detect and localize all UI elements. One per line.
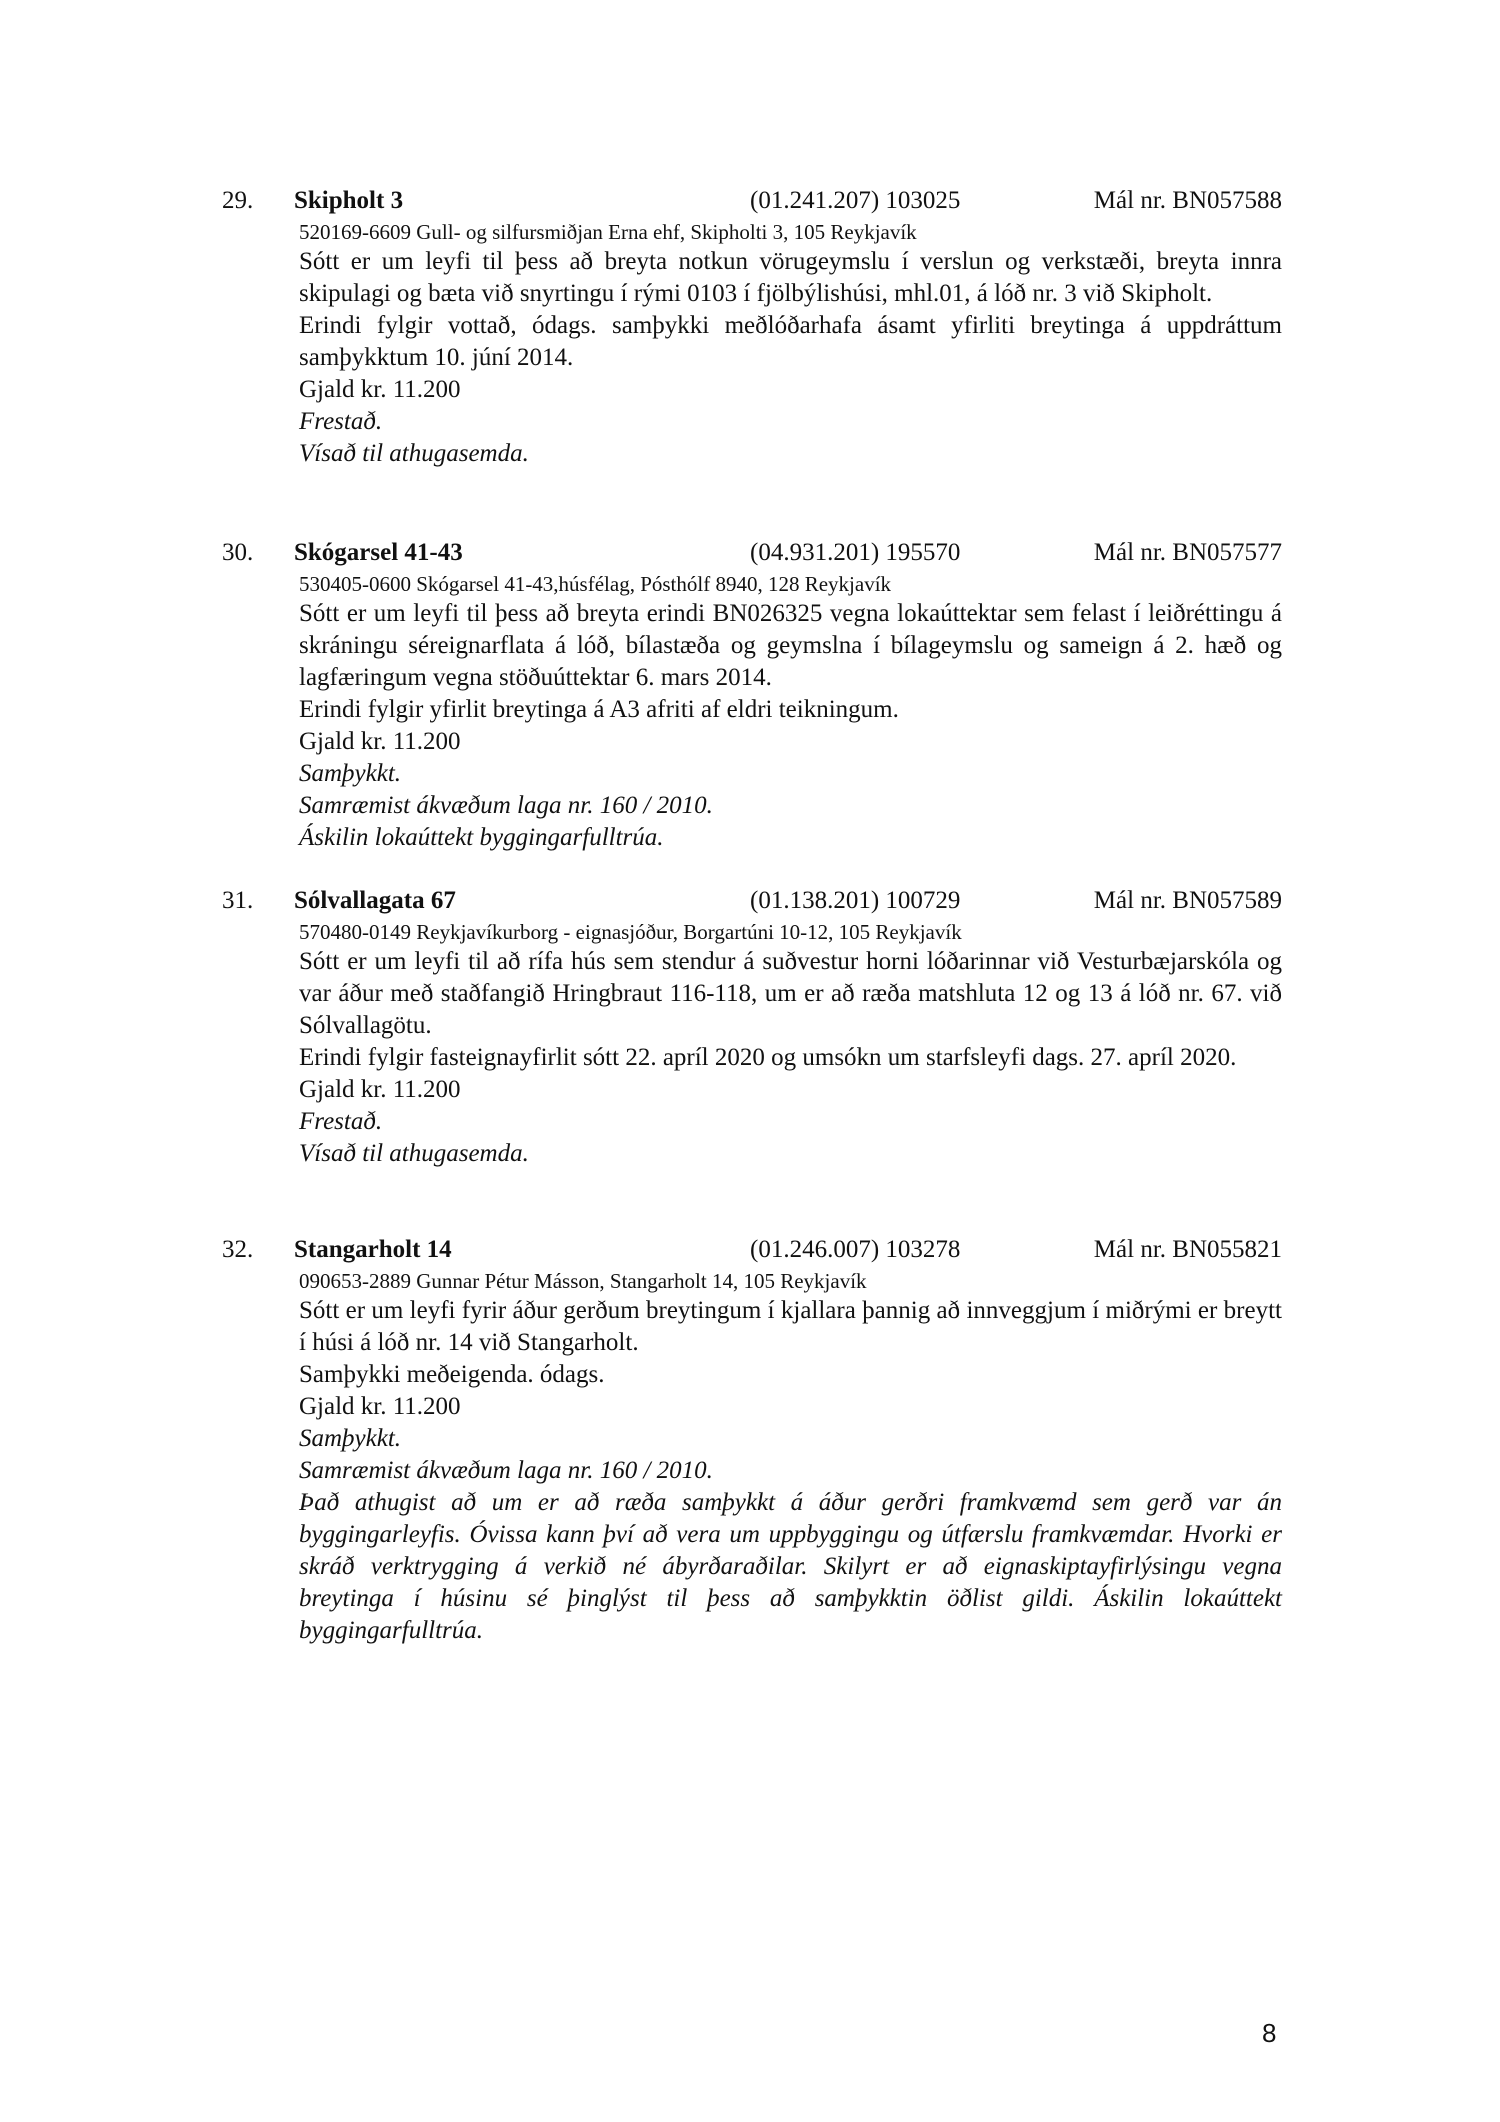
entry-applicant: 520169-6609 Gull- og silfursmiðjan Erna ehf, Skipholti 3, 105 Reykjavík	[299, 220, 917, 244]
entry-body	[299, 918, 1282, 1170]
entry-decision: Vísað til athugasemda.	[299, 1140, 529, 1167]
entry-fee: Gjald kr. 11.200	[299, 1076, 461, 1103]
entry-attachments: Erindi fylgir vottað, ódags. samþykki meðlóðarhafa ásamt yfirliti breytinga á uppdráttum samþykktum 10. júní 2014.	[299, 312, 1282, 371]
entry-body	[299, 218, 1282, 470]
entry-number: 30.	[222, 539, 254, 566]
entry-body	[299, 1267, 1282, 1647]
entry-applicant: 570480-0149 Reykjavíkurborg - eignasjóður, Borgartúni 10-12, 105 Reykjavík	[299, 920, 962, 944]
entry-fee: Gjald kr. 11.200	[299, 728, 461, 755]
case-entry	[222, 884, 1282, 1170]
entry-header	[222, 184, 1282, 218]
entry-reference: (04.931.201) 195570	[750, 539, 961, 566]
entry-case-number: Mál nr. BN057577	[1093, 539, 1282, 566]
entry-description: Sótt er um leyfi til að rífa hús sem stendur á suðvestur horni lóðarinnar við Vesturbæjarskóla og var áður með staðfangið Hringbraut 116-118, um er að ræða matshluta 12 og 13 á lóð nr. 67. við Sólvallagötu.	[299, 948, 1282, 1039]
entry-number: 32.	[222, 1236, 254, 1263]
entry-attachments: Erindi fylgir yfirlit breytinga á A3 afriti af eldri teikningum.	[299, 696, 899, 723]
entry-note: Það athugist að um er að ræða samþykkt á áður gerðri framkvæmd sem gerð var án byggingarleyfis. Óvissa kann því að vera um uppbyggingu og útfærslu framkvæmdar. Hvorki er skráð verktrygging á verkið né ábyrðaraðilar. Skilyrt er að eignaskiptayfirlýsingu vegna breytinga í húsinu sé þinglýst til þess að samþykktin öðlist gildi. Áskilin lokaúttekt byggingarfulltrúa.	[299, 1489, 1282, 1644]
case-entry	[222, 184, 1282, 470]
entry-fee: Gjald kr. 11.200	[299, 1393, 461, 1420]
entry-header	[222, 884, 1282, 918]
entry-address: Sólvallagata 67	[294, 887, 456, 914]
entry-number: 29.	[222, 187, 254, 214]
entry-decision: Frestað.	[299, 1108, 383, 1135]
entry-attachments: Samþykki meðeigenda. ódags.	[299, 1361, 605, 1388]
entry-case-number: Mál nr. BN057589	[1093, 887, 1282, 914]
entry-reference: (01.241.207) 103025	[750, 187, 961, 214]
entry-decision: Frestað.	[299, 408, 383, 435]
entry-header	[222, 536, 1282, 570]
entry-address: Skipholt 3	[294, 187, 404, 214]
entry-applicant: 530405-0600 Skógarsel 41-43,húsfélag, Pósthólf 8940, 128 Reykjavík	[299, 572, 892, 596]
entry-header	[222, 1233, 1282, 1267]
entry-description: Sótt er um leyfi til þess að breyta erindi BN026325 vegna lokaúttektar sem felast í leiðréttingu á skráningu séreignarflata á lóð, bílastæða og geymslna í bílageymslu og sameign á 2. hæð og lagfæringum vegna stöðuúttektar 6. mars 2014.	[299, 600, 1282, 691]
entry-body	[299, 570, 1282, 854]
entry-decision: Áskilin lokaúttekt byggingarfulltrúa.	[299, 824, 664, 851]
entry-description: Sótt er um leyfi til þess að breyta notkun vörugeymslu í verslun og verkstæði, breyta innra skipulagi og bæta við snyrtingu í rými 0103 í fjölbýlishúsi, mhl.01, á lóð nr. 3 við Skipholt.	[299, 248, 1282, 307]
entry-decision: Samþykkt.	[299, 1425, 402, 1452]
entry-applicant: 090653-2889 Gunnar Pétur Másson, Stangarholt 14, 105 Reykjavík	[299, 1269, 867, 1293]
entry-attachments: Erindi fylgir fasteignayfirlit sótt 22. apríl 2020 og umsókn um starfsleyfi dags. 27. apríl 2020.	[299, 1044, 1237, 1071]
entry-decision: Samræmist ákvæðum laga nr. 160 / 2010.	[299, 1457, 713, 1484]
case-entry	[222, 1233, 1282, 1647]
entry-decision: Samþykkt.	[299, 760, 402, 787]
entry-description: Sótt er um leyfi fyrir áður gerðum breytingum í kjallara þannig að innveggjum í miðrými er breytt í húsi á lóð nr. 14 við Stangarholt.	[299, 1297, 1282, 1356]
case-entry	[222, 536, 1282, 854]
entry-decision: Samræmist ákvæðum laga nr. 160 / 2010.	[299, 792, 713, 819]
entry-address: Stangarholt 14	[294, 1236, 452, 1263]
entry-reference: (01.138.201) 100729	[750, 887, 961, 914]
entry-fee: Gjald kr. 11.200	[299, 376, 461, 403]
entry-number: 31.	[222, 887, 254, 914]
entry-case-number: Mál nr. BN057588	[1093, 187, 1282, 214]
entry-address: Skógarsel 41-43	[294, 539, 463, 566]
entry-decision: Vísað til athugasemda.	[299, 440, 529, 467]
entry-reference: (01.246.007) 103278	[750, 1236, 961, 1263]
page-number: 8	[1262, 2018, 1277, 2048]
entry-case-number: Mál nr. BN055821	[1093, 1236, 1282, 1263]
